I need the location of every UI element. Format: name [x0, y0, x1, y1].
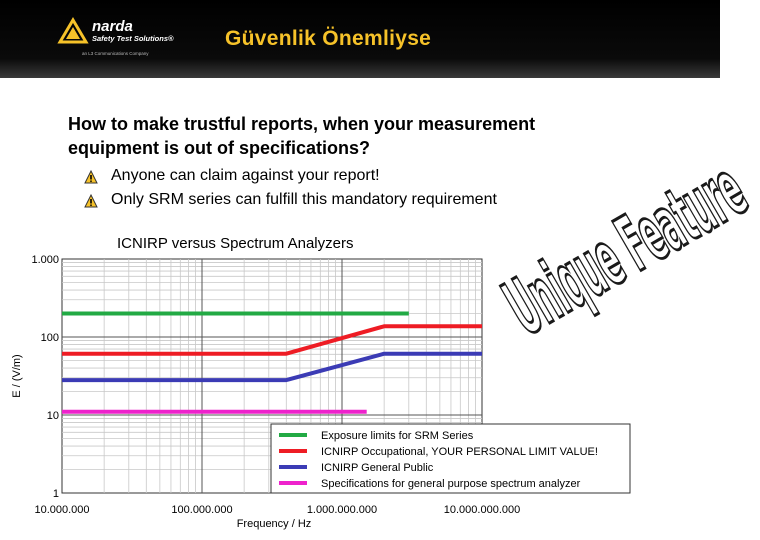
x-tick-label: 10.000.000.000 [443, 504, 521, 516]
logo-subtitle: Safety Test Solutions® [92, 34, 174, 43]
y-tick-label: 100 [40, 332, 59, 344]
bullet-text: Only SRM series can fulfill this mandatory requirement [111, 191, 497, 208]
y-tick-label: 10 [46, 410, 59, 422]
y-axis-label: E / (V/m) [11, 354, 23, 398]
y-tick-label: 1 [52, 488, 59, 500]
x-tick-label: 100.000.000 [171, 504, 233, 516]
legend-entry-label: Exposure limits for SRM Series [321, 430, 474, 442]
legend-entry-label: ICNIRP General Public [321, 462, 434, 474]
question-heading: How to make trustful reports, when your measurement equipment is out of specifications? [68, 114, 536, 158]
page-title: Güvenlik Önemliyse [225, 27, 432, 50]
legend-entry-label: Specifications for general purpose spectrum analyzer [321, 478, 581, 490]
chart-title: ICNIRP versus Spectrum Analyzers [117, 235, 354, 252]
bullet-text: Anyone can claim against your report! [111, 167, 380, 184]
stamp-text: Unique Feature [490, 144, 760, 353]
x-tick-label: 1.000.000.000 [306, 504, 378, 516]
logo-line3: an L3 Communications Company [82, 51, 149, 56]
legend-entry-label: ICNIRP Occupational, YOUR PERSONAL LIMIT VALUE! [321, 446, 598, 458]
y-tick-label: 1.000 [31, 254, 59, 266]
x-tick-label: 10.000.000 [34, 504, 90, 516]
logo-name: narda [92, 18, 133, 35]
x-axis-label: Frequency / Hz [236, 518, 312, 530]
